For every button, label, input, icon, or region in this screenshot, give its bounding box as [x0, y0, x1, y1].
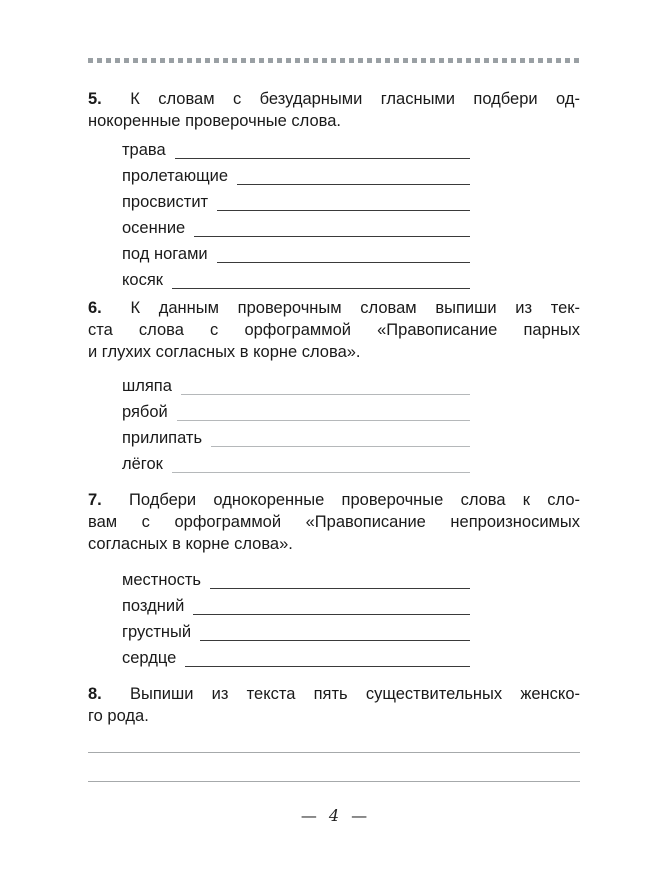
- word-row: [122, 645, 470, 671]
- word-row: [122, 567, 470, 593]
- exercise-6-instructions: [88, 297, 580, 363]
- word-label: сердце: [122, 649, 177, 667]
- word-row: [122, 619, 470, 645]
- word-row: [122, 425, 470, 451]
- exercise-8-answer-area: [88, 752, 580, 782]
- word-label: пролетающие: [122, 167, 229, 185]
- answer-blank[interactable]: [177, 420, 470, 421]
- word-row: [122, 373, 470, 399]
- word-row: [122, 137, 470, 163]
- word-label: рябой: [122, 403, 168, 421]
- word-label: просвистит: [122, 193, 209, 211]
- answer-blank[interactable]: [172, 288, 470, 289]
- answer-blank[interactable]: [217, 210, 470, 211]
- instruction-text-line: согласных в корне слова».: [88, 535, 293, 553]
- instruction-text-line: ста слова с орфограммой «Правописание парных: [88, 321, 580, 339]
- answer-blank[interactable]: [210, 588, 470, 589]
- word-row: [122, 593, 470, 619]
- word-row: [122, 267, 470, 293]
- word-label: шляпа: [122, 377, 172, 395]
- answer-blank[interactable]: [181, 394, 470, 395]
- answer-blank[interactable]: [172, 472, 470, 473]
- exercise-number: 6.: [88, 299, 102, 317]
- word-label: осенние: [122, 219, 186, 237]
- instruction-text-line: Выпиши из текста пять существительных женско-: [129, 685, 580, 703]
- answer-blank[interactable]: [217, 262, 470, 263]
- answer-blank[interactable]: [237, 184, 470, 185]
- instruction-text-line: вам с орфограммой «Правописание непроизносимых: [88, 513, 580, 531]
- word-label: прилипать: [122, 429, 203, 447]
- instruction-text-line: и глухих согласных в корне слова».: [88, 343, 361, 361]
- word-row: [122, 241, 470, 267]
- word-row: [122, 451, 470, 477]
- instruction-text-line: го рода.: [88, 707, 149, 725]
- footer-ornament-left: —: [300, 806, 317, 825]
- word-row: [122, 399, 470, 425]
- word-label: местность: [122, 571, 202, 589]
- answer-blank[interactable]: [185, 666, 470, 667]
- decorative-dotted-rule: [88, 58, 580, 63]
- word-label: косяк: [122, 271, 163, 289]
- word-row: [122, 189, 470, 215]
- footer-ornament-right: —: [351, 806, 368, 825]
- exercise-5: [88, 88, 580, 293]
- exercise-7-instructions: [88, 489, 580, 555]
- answer-line[interactable]: [88, 752, 580, 753]
- exercise-number: 5.: [88, 90, 102, 108]
- word-label: грустный: [122, 623, 192, 641]
- instruction-text-line: К данным проверочным словам выпиши из тек-: [130, 299, 580, 317]
- word-label: под ногами: [122, 245, 208, 263]
- instruction-text-line: Подбери однокоренные проверочные слова к сло-: [129, 491, 580, 509]
- exercise-7: [88, 489, 580, 671]
- exercise-6: [88, 297, 580, 477]
- exercise-8: [88, 683, 580, 782]
- exercise-7-word-list: [122, 567, 470, 671]
- answer-blank[interactable]: [194, 236, 470, 237]
- answer-line[interactable]: [88, 781, 580, 782]
- exercise-number: 8.: [88, 685, 102, 703]
- instruction-text-line: нокоренные проверочные слова.: [88, 112, 342, 130]
- word-row: [122, 163, 470, 189]
- answer-blank[interactable]: [175, 158, 470, 159]
- page-number: 4: [328, 806, 340, 825]
- word-label: трава: [122, 141, 166, 159]
- instruction-text-line: К словам с безударными гласными подбери од-: [130, 90, 580, 108]
- exercise-8-instructions: [88, 683, 580, 727]
- page-footer: [88, 806, 580, 825]
- exercise-5-word-list: [122, 137, 470, 293]
- word-row: [122, 215, 470, 241]
- exercise-number: 7.: [88, 491, 102, 509]
- answer-blank[interactable]: [200, 640, 470, 641]
- word-label: поздний: [122, 597, 185, 615]
- answer-blank[interactable]: [211, 446, 470, 447]
- word-label: лёгок: [122, 455, 163, 473]
- answer-blank[interactable]: [193, 614, 470, 615]
- exercise-5-instructions: [88, 88, 580, 132]
- exercise-6-word-list: [122, 373, 470, 477]
